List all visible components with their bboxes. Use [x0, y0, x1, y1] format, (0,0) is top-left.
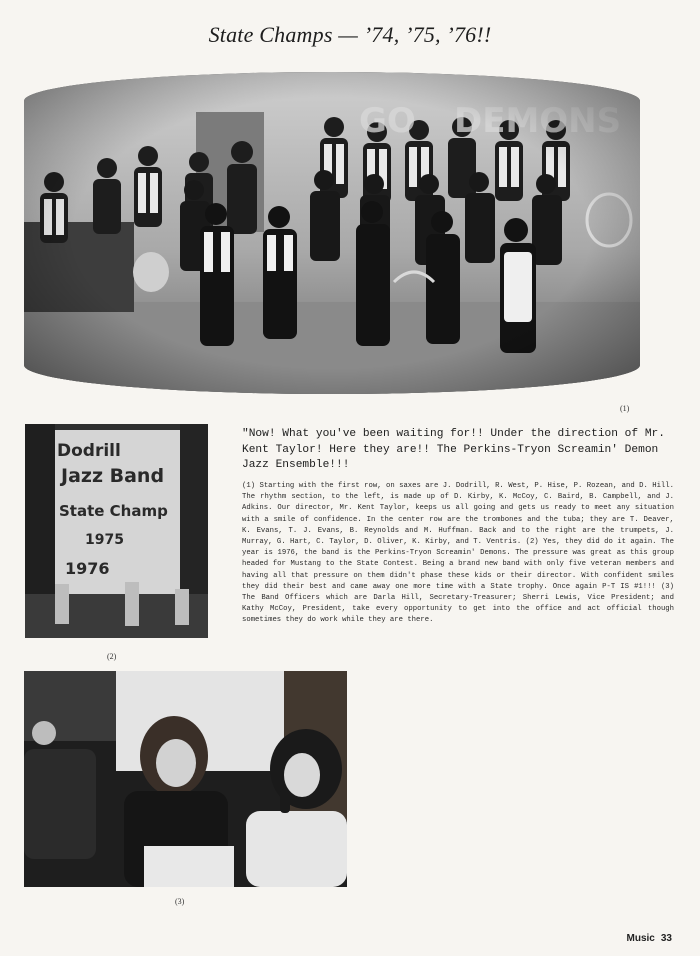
svg-text:1975: 1975	[85, 532, 124, 548]
svg-text:Jazz Band: Jazz Band	[61, 465, 165, 487]
photo-2-number: (2)	[107, 652, 117, 661]
state-champ-banner-illustration	[25, 424, 208, 638]
lead-paragraph: "Now! What you've been waiting for!! Under the direction of Mr. Kent Taylor! Here they are!! The Perkins-Tryon Screamin' Demon Jazz Ensemble!!!	[242, 428, 665, 471]
photo-1-number: (1)	[620, 404, 630, 413]
section-label: Music	[626, 933, 655, 944]
page-footer	[621, 933, 672, 944]
body-paragraph: (1) Starting with the first row, on saxes are J. Dodrill, R. West, P. Hise, P. Rozean, and D. Hill. The rhythm section, to the left, is made up of D. Kirby, K. McCoy, C. Baird, B. Campbell, and J. Adkins. Our director, Mr. Kent Taylor, keeps us all going and gets us ready to meet any situation with a smile of confidence. In the center row are the trombones and the tuba; they are T. Deaver, K. Evans, T. J. Evans, B. Reynolds and M. Huffman. Back and to the right are the trumpets, J. Murray, G. Hart, C. Taylor, D. Oliver, K. Kirby, and T. Ventris. (2) Yes, they did do it again. The year is 1976, the band is the Perkins-Tryon Screamin' Demons. The pressure was great as this group headed for Mustang to the State Contest. Being a brand new band with only five veteran members and having all that pressure on them didn't phase these kids or their director. With confident smiles they did their best and came away one more time with a State trophy. Once again P-T IS #1!!! (3) The Band Officers which are Darla Hill, Secretary-Treasurer; Sherri Lewis, Vice President; and Kathy McCoy, President, take every opportunity to get into the office and act official though sometimes they do work while they are there.	[242, 482, 674, 625]
photo-3-number: (3)	[175, 897, 185, 906]
svg-text:Dodrill: Dodrill	[57, 441, 121, 461]
svg-text:1976: 1976	[65, 559, 110, 578]
band-officers-photo	[24, 671, 347, 887]
page-number: 33	[660, 933, 672, 944]
svg-text:State Champ: State Champ	[59, 502, 168, 520]
band-group-illustration	[24, 72, 640, 394]
band-officers-illustration	[24, 671, 347, 887]
state-champ-banner-photo	[25, 424, 208, 638]
page-title: State Champs — ’74, ’75, ’76!!	[208, 22, 492, 47]
band-group-photo	[24, 72, 640, 394]
